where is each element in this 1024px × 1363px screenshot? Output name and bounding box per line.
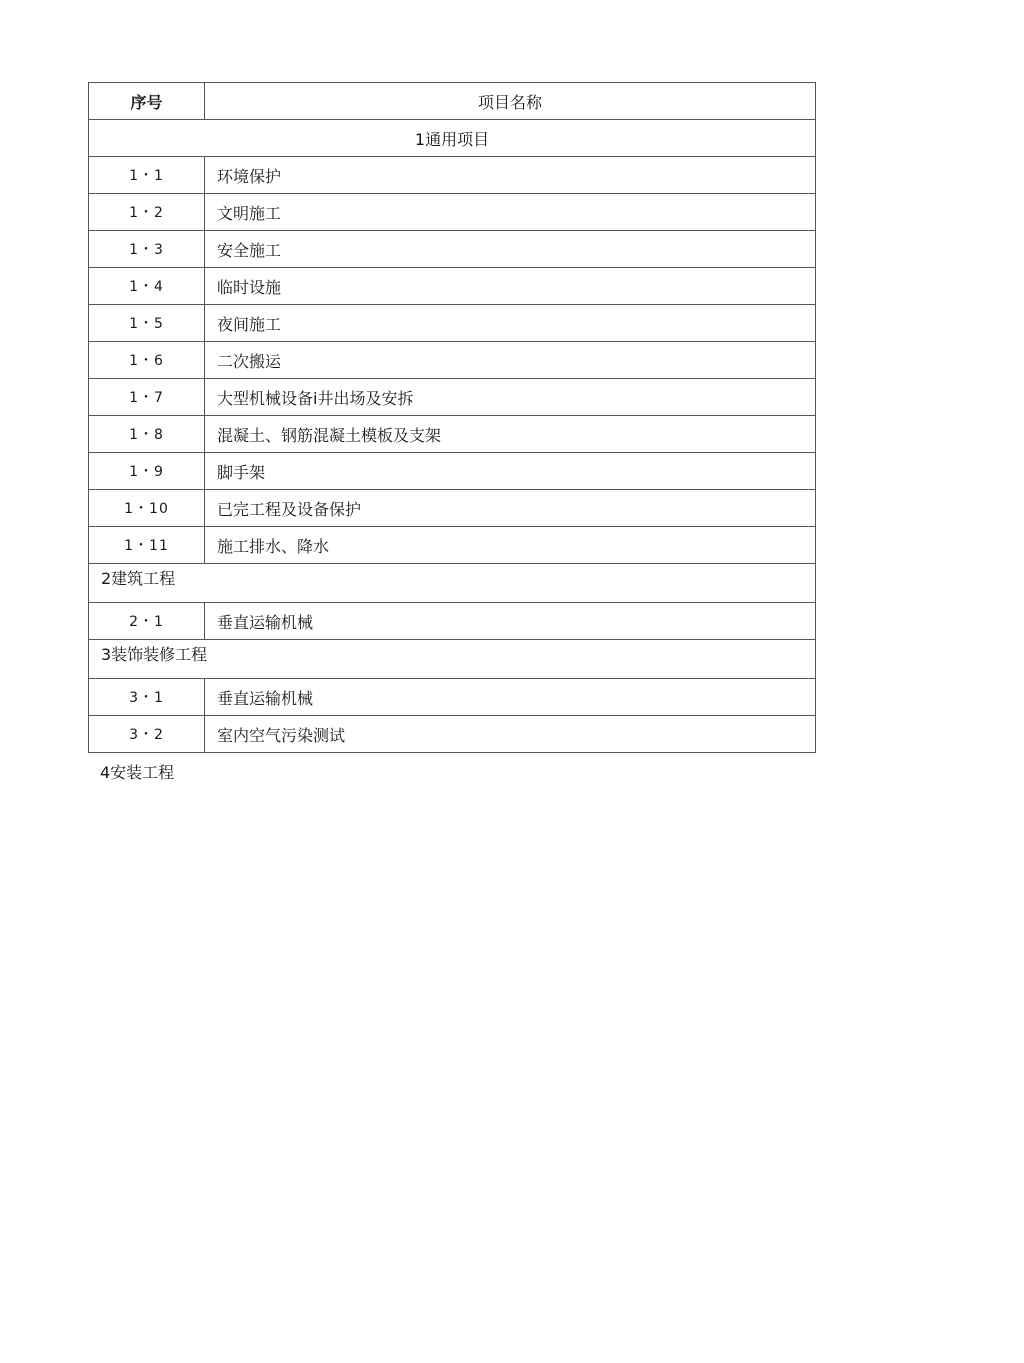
- item-num: 1・2: [89, 194, 205, 231]
- section-title: 1通用项目: [89, 120, 816, 157]
- item-num: 3・1: [89, 679, 205, 716]
- item-name: 大型机械设备i井出场及安拆: [205, 379, 816, 416]
- item-num: 3・2: [89, 716, 205, 753]
- section-row: [89, 120, 816, 157]
- item-num: 1・10: [89, 490, 205, 527]
- item-name: 施工排水、降水: [205, 527, 816, 564]
- item-name: 脚手架: [205, 453, 816, 490]
- item-name: 夜间施工: [205, 305, 816, 342]
- item-num: 1・6: [89, 342, 205, 379]
- section-title: 3装饰装修工程: [89, 640, 816, 679]
- item-num: 1・7: [89, 379, 205, 416]
- table-row: [89, 603, 816, 640]
- section-title: 2建筑工程: [89, 564, 816, 603]
- table-row: [89, 305, 816, 342]
- header-name: 项目名称: [205, 83, 816, 120]
- table-row: [89, 194, 816, 231]
- table-row: [89, 342, 816, 379]
- table-row: [89, 453, 816, 490]
- item-num: 1・4: [89, 268, 205, 305]
- section-title: 4安装工程: [100, 763, 175, 782]
- item-num: 1・3: [89, 231, 205, 268]
- item-name: 混凝土、钢筋混凝土模板及支架: [205, 416, 816, 453]
- measures-table: [88, 82, 816, 753]
- item-num: 1・1: [89, 157, 205, 194]
- item-name: 安全施工: [205, 231, 816, 268]
- item-num: 1・8: [89, 416, 205, 453]
- section-row: [89, 640, 816, 679]
- item-name: 垂直运输机械: [205, 603, 816, 640]
- table-row: [89, 416, 816, 453]
- table-header-row: [89, 83, 816, 120]
- item-num: 2・1: [89, 603, 205, 640]
- table-row: [89, 716, 816, 753]
- table-row: [89, 268, 816, 305]
- header-num: 序号: [89, 83, 205, 120]
- item-num: 1・11: [89, 527, 205, 564]
- item-name: 文明施工: [205, 194, 816, 231]
- item-num: 1・9: [89, 453, 205, 490]
- table-row: [89, 490, 816, 527]
- table-row: [89, 679, 816, 716]
- table-row: [89, 379, 816, 416]
- item-name: 已完工程及设备保护: [205, 490, 816, 527]
- item-name: 环境保护: [205, 157, 816, 194]
- table-row: [89, 157, 816, 194]
- item-name: 垂直运输机械: [205, 679, 816, 716]
- table-row: [89, 231, 816, 268]
- item-name: 临时设施: [205, 268, 816, 305]
- section-row: [89, 564, 816, 603]
- item-num: 1・5: [89, 305, 205, 342]
- item-name: 室内空气污染测试: [205, 716, 816, 753]
- item-name: 二次搬运: [205, 342, 816, 379]
- table-row: [89, 527, 816, 564]
